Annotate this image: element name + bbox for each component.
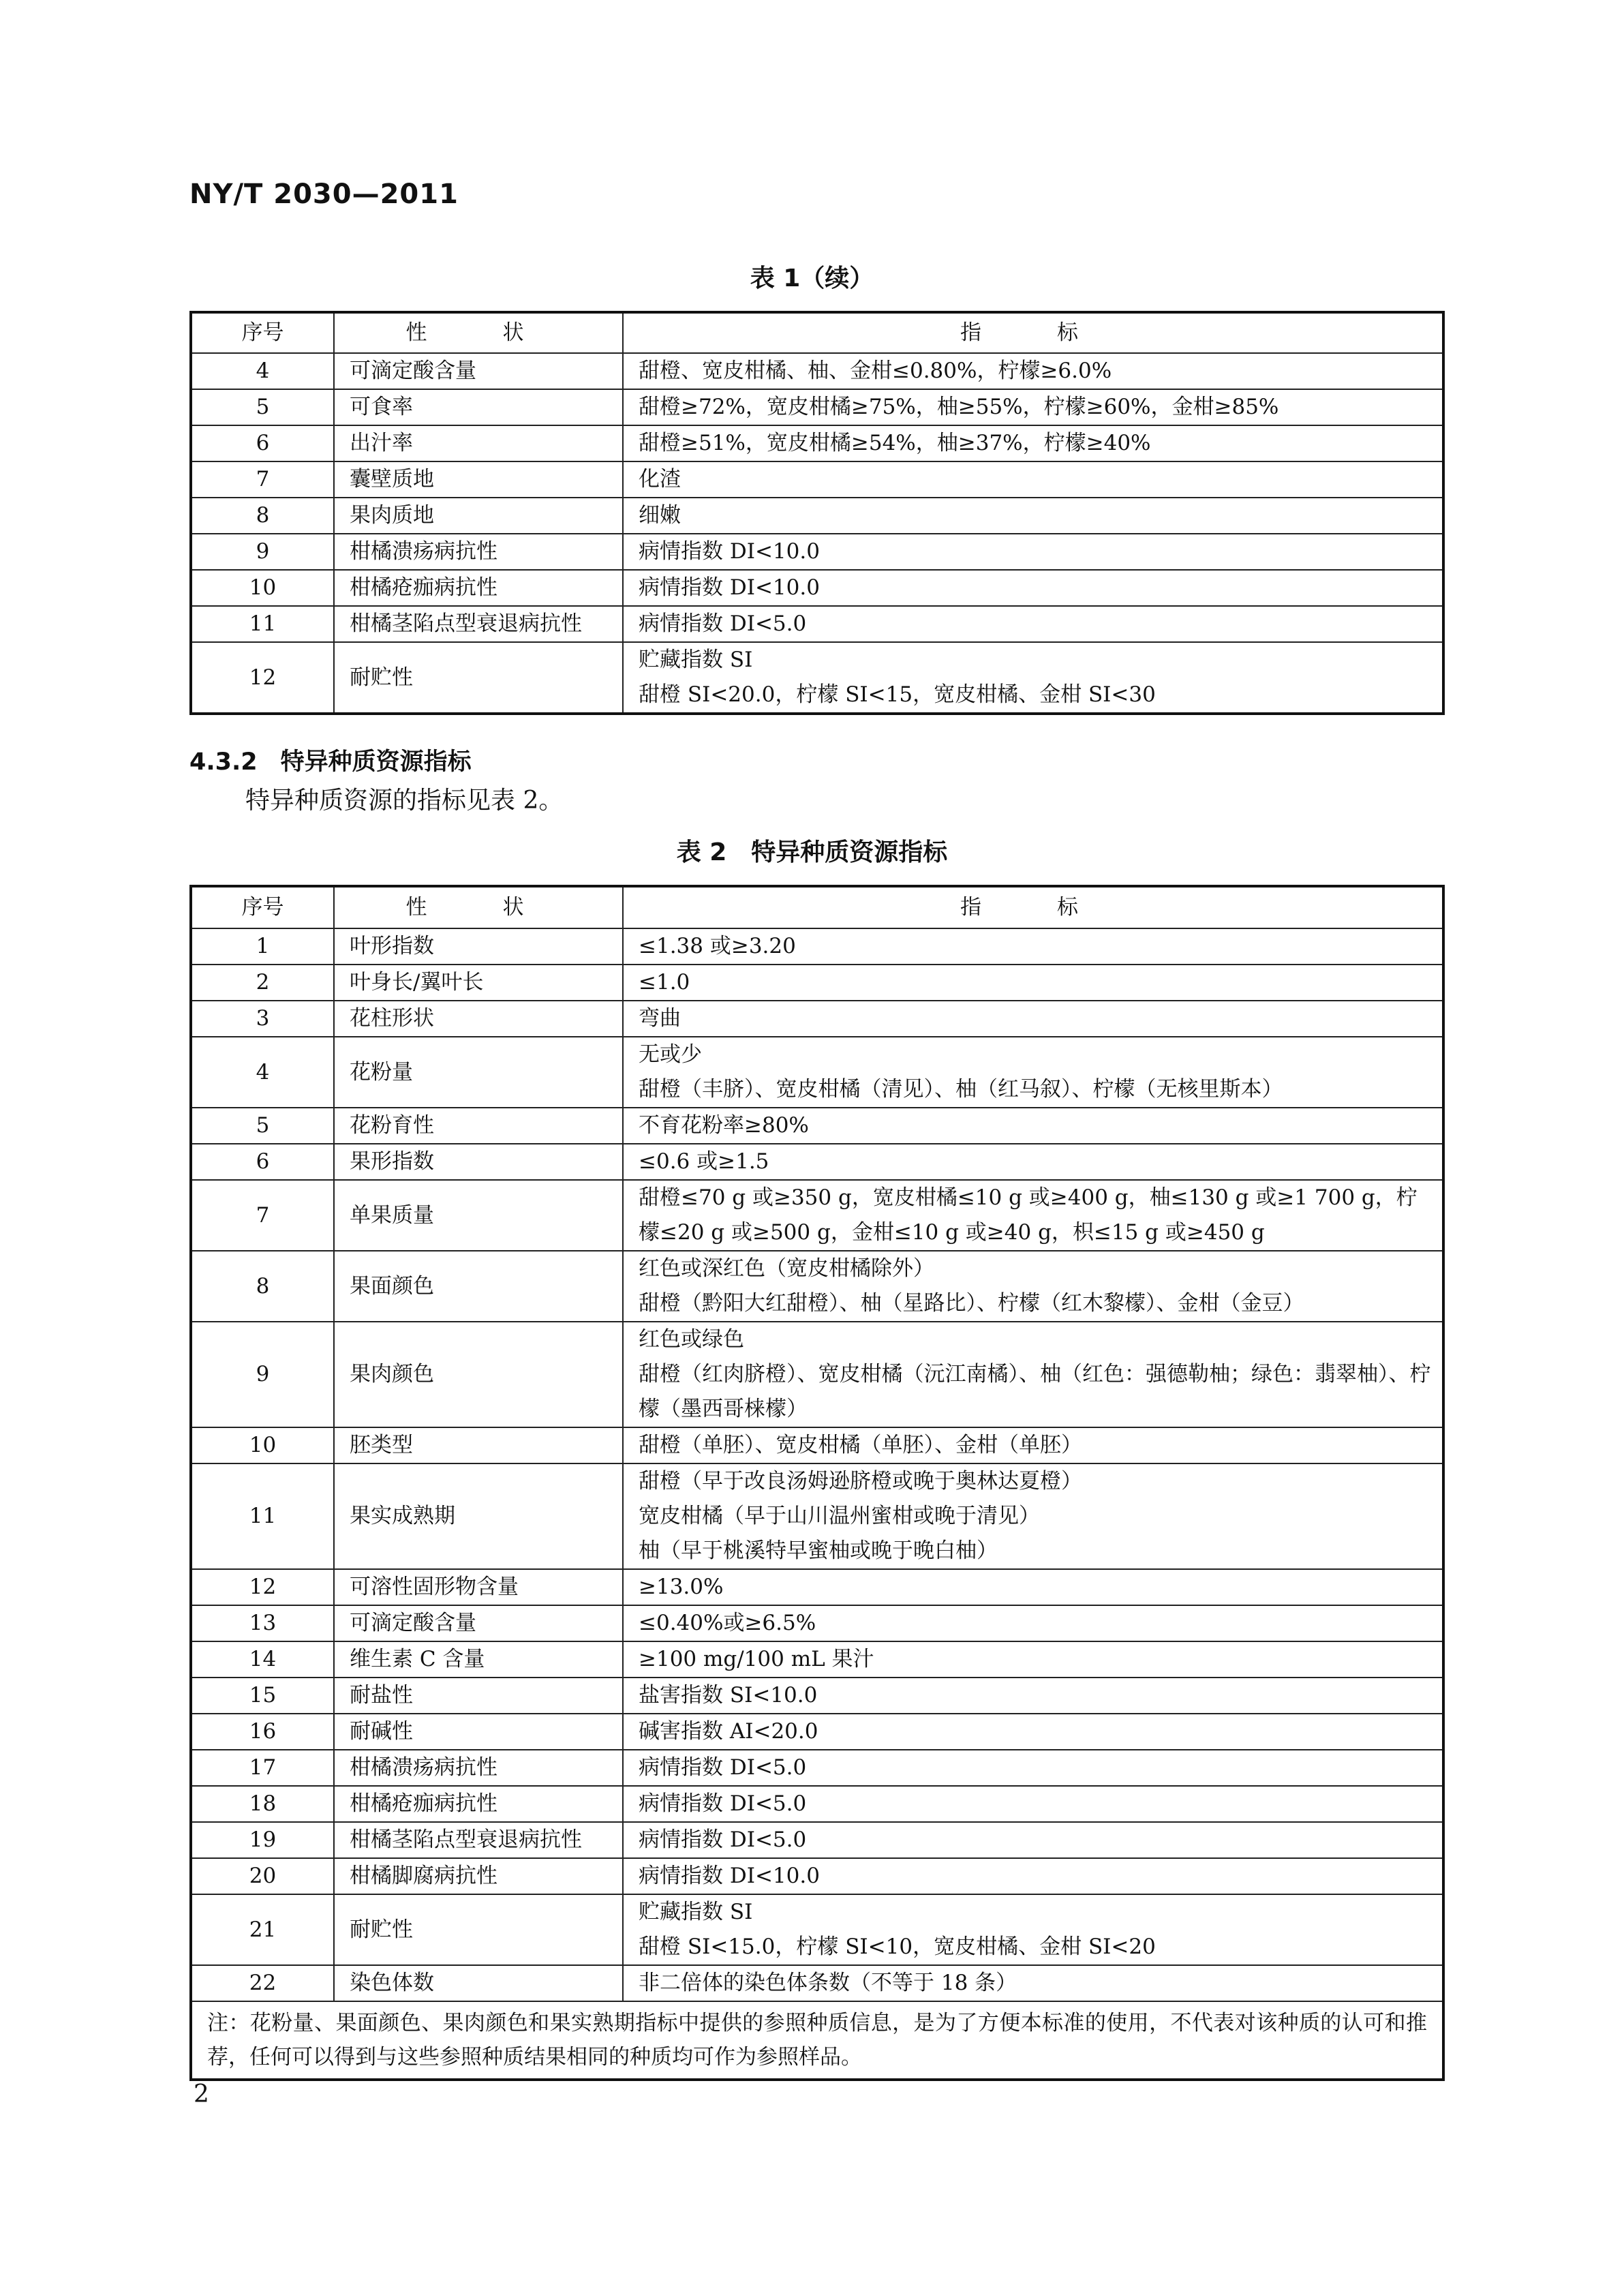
- trait-cell: 单果质量: [334, 1180, 623, 1251]
- row-number: 9: [191, 534, 334, 570]
- table2-note: 注：花粉量、果面颜色、果肉颜色和果实熟期指标中提供的参照种质信息，是为了方便本标准的使用，不代表对该种质的认可和推荐，任何可以得到与这些参照种质结果相同的种质均可作为参照样品。: [191, 2001, 1443, 2080]
- table-row: [191, 389, 1443, 425]
- row-number: 5: [191, 1108, 334, 1144]
- index-cell: [623, 389, 1443, 425]
- table-row: [191, 1322, 1443, 1427]
- trait-cell: 耐盐性: [334, 1678, 623, 1714]
- trait-cell: 叶形指数: [334, 928, 623, 965]
- row-number: 19: [191, 1822, 334, 1858]
- row-number: 9: [191, 1322, 334, 1427]
- table-row: [191, 1108, 1443, 1144]
- index-line: 化渣: [639, 467, 681, 491]
- index-cell: [623, 1037, 1443, 1108]
- index-cell: [623, 1822, 1443, 1858]
- row-number: 21: [191, 1894, 334, 1965]
- index-line: 甜橙（红肉脐橙）、宽皮柑橘（沅江南橘）、柚（红色：强德勒柚；绿色：翡翠柚）、柠檬（墨西哥梾檬）: [639, 1362, 1431, 1421]
- trait-cell: 花柱形状: [334, 1001, 623, 1037]
- row-number: 20: [191, 1858, 334, 1894]
- trait-cell: 耐碱性: [334, 1714, 623, 1750]
- row-number: 4: [191, 1037, 334, 1108]
- index-line: 甜橙（早于改良汤姆逊脐橙或晚于奥林达夏橙）: [639, 1469, 1082, 1493]
- index-cell: [623, 425, 1443, 461]
- table-row: [191, 1714, 1443, 1750]
- table2-caption: 表 2 特异种质资源指标: [676, 838, 948, 866]
- index-cell: [623, 1858, 1443, 1894]
- table-row: [191, 1858, 1443, 1894]
- index-line: 贮藏指数 SI: [639, 648, 753, 672]
- index-cell: [623, 1894, 1443, 1965]
- trait-cell: 叶身长/翼叶长: [334, 965, 623, 1001]
- table-row: [191, 1605, 1443, 1641]
- table2-header-index: 指 标: [623, 886, 1443, 928]
- row-number: 12: [191, 1569, 334, 1605]
- index-cell: [623, 1144, 1443, 1180]
- index-line: ≤0.40%或≥6.5%: [639, 1611, 816, 1635]
- index-line: 甜橙≥72%，宽皮柑橘≥75%，柚≥55%，柠檬≥60%，金柑≥85%: [639, 395, 1279, 419]
- table-row: [191, 1427, 1443, 1463]
- trait-cell: 柑橘溃疡病抗性: [334, 534, 623, 570]
- row-number: 2: [191, 965, 334, 1001]
- row-number: 5: [191, 389, 334, 425]
- trait-cell: 耐贮性: [334, 642, 623, 714]
- index-line: 病情指数 DI<5.0: [639, 1755, 807, 1780]
- trait-cell: 可滴定酸含量: [334, 1605, 623, 1641]
- table1-header-trait: 性 状: [334, 312, 623, 353]
- index-cell: [623, 570, 1443, 606]
- table-row: [191, 1569, 1443, 1605]
- row-number: 3: [191, 1001, 334, 1037]
- index-cell: [623, 1678, 1443, 1714]
- index-line: 碱害指数 AI<20.0: [639, 1719, 818, 1744]
- index-line: 非二倍体的染色体条数（不等于 18 条）: [639, 1971, 1017, 1995]
- index-cell: [623, 1750, 1443, 1786]
- index-line: 弯曲: [639, 1006, 681, 1031]
- table1-header-index: 指 标: [623, 312, 1443, 353]
- table2-header-no: 序号: [191, 886, 334, 928]
- table-row: [191, 1037, 1443, 1108]
- index-line: 无或少: [639, 1042, 702, 1067]
- index-line: 病情指数 DI<5.0: [639, 611, 807, 636]
- table1: [189, 311, 1445, 715]
- row-number: 7: [191, 1180, 334, 1251]
- trait-cell: 果实成熟期: [334, 1463, 623, 1569]
- trait-cell: 出汁率: [334, 425, 623, 461]
- trait-cell: 柑橘茎陷点型衰退病抗性: [334, 1822, 623, 1858]
- index-line: ≥13.0%: [639, 1575, 724, 1599]
- index-cell: [623, 1786, 1443, 1822]
- index-line: 不育花粉率≥80%: [639, 1113, 809, 1138]
- table-row: [191, 1965, 1443, 2001]
- table2: [189, 885, 1445, 2081]
- trait-cell: 可食率: [334, 389, 623, 425]
- section-heading: [189, 743, 472, 777]
- table-row: [191, 534, 1443, 570]
- row-number: 8: [191, 1251, 334, 1322]
- index-line: 病情指数 DI<10.0: [639, 1864, 820, 1888]
- index-line: 甜橙 SI<20.0，柠檬 SI<15，宽皮柑橘、金柑 SI<30: [639, 682, 1156, 707]
- trait-cell: 可滴定酸含量: [334, 353, 623, 389]
- index-line: 宽皮柑橘（早于山川温州蜜柑或晚于清见）: [639, 1504, 1040, 1528]
- trait-cell: 果肉质地: [334, 498, 623, 534]
- table-row: [191, 1001, 1443, 1037]
- row-number: 10: [191, 1427, 334, 1463]
- row-number: 13: [191, 1605, 334, 1641]
- index-cell: [623, 606, 1443, 642]
- table-row: [191, 606, 1443, 642]
- row-number: 11: [191, 606, 334, 642]
- index-cell: [623, 1001, 1443, 1037]
- index-line: 甜橙≤70 g 或≥350 g，宽皮柑橘≤10 g 或≥400 g，柚≤130 g 或≥1 700 g，柠檬≤20 g 或≥500 g，金柑≤10 g 或≥40 g，枳≤15 g 或≥450 g: [639, 1185, 1418, 1245]
- row-number: 1: [191, 928, 334, 965]
- index-cell: [623, 1427, 1443, 1463]
- table1-caption: 表 1（续）: [750, 264, 874, 292]
- trait-cell: 囊壁质地: [334, 461, 623, 498]
- row-number: 6: [191, 425, 334, 461]
- table2-header-trait: 性 状: [334, 886, 623, 928]
- table-row: [191, 1786, 1443, 1822]
- table-row: [191, 928, 1443, 965]
- index-line: ≥100 mg/100 mL 果汁: [639, 1647, 874, 1671]
- row-number: 16: [191, 1714, 334, 1750]
- row-number: 7: [191, 461, 334, 498]
- index-cell: [623, 965, 1443, 1001]
- index-cell: [623, 1965, 1443, 2001]
- index-cell: [623, 498, 1443, 534]
- table1-header-no: 序号: [191, 312, 334, 353]
- row-number: 14: [191, 1641, 334, 1678]
- index-cell: [623, 642, 1443, 714]
- index-line: 细嫩: [639, 503, 681, 528]
- index-cell: [623, 1108, 1443, 1144]
- row-number: 11: [191, 1463, 334, 1569]
- index-line: 甜橙（黔阳大红甜橙）、柚（星路比）、柠檬（红木黎檬）、金柑（金豆）: [639, 1291, 1304, 1316]
- trait-cell: 果肉颜色: [334, 1322, 623, 1427]
- table-row: [191, 642, 1443, 714]
- section-paragraph: 特异种质资源的指标见表 2。: [245, 787, 564, 815]
- trait-cell: 柑橘疮痂病抗性: [334, 1786, 623, 1822]
- index-line: 盐害指数 SI<10.0: [639, 1683, 818, 1708]
- index-cell: [623, 353, 1443, 389]
- index-line: 病情指数 DI<10.0: [639, 575, 820, 600]
- index-cell: [623, 1605, 1443, 1641]
- table-row: [191, 461, 1443, 498]
- trait-cell: 柑橘脚腐病抗性: [334, 1858, 623, 1894]
- row-number: 8: [191, 498, 334, 534]
- row-number: 18: [191, 1786, 334, 1822]
- index-line: 柚（早于桃溪特早蜜柚或晚于晚白柚）: [639, 1538, 998, 1563]
- index-line: 病情指数 DI<5.0: [639, 1791, 807, 1816]
- table-row: [191, 1180, 1443, 1251]
- table-row: [191, 1251, 1443, 1322]
- trait-cell: 花粉量: [334, 1037, 623, 1108]
- trait-cell: 维生素 C 含量: [334, 1641, 623, 1678]
- table-row: [191, 498, 1443, 534]
- table-row: [191, 1678, 1443, 1714]
- table-row: [191, 1750, 1443, 1786]
- trait-cell: 可溶性固形物含量: [334, 1569, 623, 1605]
- index-line: ≤0.6 或≥1.5: [639, 1149, 769, 1174]
- index-line: 贮藏指数 SI: [639, 1900, 753, 1924]
- row-number: 17: [191, 1750, 334, 1786]
- table-row: [191, 1822, 1443, 1858]
- index-line: 病情指数 DI<10.0: [639, 539, 820, 564]
- index-line: 甜橙（单胚）、宽皮柑橘（单胚）、金柑（单胚）: [639, 1433, 1082, 1457]
- index-line: 甜橙≥51%，宽皮柑橘≥54%，柚≥37%，柠檬≥40%: [639, 431, 1151, 455]
- index-line: 红色或深红色（宽皮柑橘除外）: [639, 1256, 934, 1281]
- table-row: [191, 570, 1443, 606]
- index-cell: [623, 1569, 1443, 1605]
- section-number: 4.3.2: [189, 748, 258, 776]
- index-line: 甜橙 SI<15.0，柠檬 SI<10，宽皮柑橘、金柑 SI<20: [639, 1934, 1156, 1959]
- table-row: [191, 1641, 1443, 1678]
- row-number: 12: [191, 642, 334, 714]
- index-cell: [623, 1714, 1443, 1750]
- index-cell: [623, 1463, 1443, 1569]
- index-line: ≤1.38 或≥3.20: [639, 934, 796, 958]
- index-cell: [623, 928, 1443, 965]
- trait-cell: 染色体数: [334, 1965, 623, 2001]
- trait-cell: 柑橘茎陷点型衰退病抗性: [334, 606, 623, 642]
- index-cell: [623, 1322, 1443, 1427]
- row-number: 15: [191, 1678, 334, 1714]
- trait-cell: 果形指数: [334, 1144, 623, 1180]
- trait-cell: 柑橘溃疡病抗性: [334, 1750, 623, 1786]
- trait-cell: 花粉育性: [334, 1108, 623, 1144]
- trait-cell: 果面颜色: [334, 1251, 623, 1322]
- index-line: ≤1.0: [639, 970, 690, 995]
- index-cell: [623, 1180, 1443, 1251]
- table1-body: [191, 353, 1443, 714]
- index-line: 甜橙（丰脐）、宽皮柑橘（清见）、柚（红马叙）、柠檬（无核里斯本）: [639, 1077, 1283, 1102]
- index-cell: [623, 534, 1443, 570]
- table-row: [191, 1463, 1443, 1569]
- row-number: 4: [191, 353, 334, 389]
- standard-code: NY/T 2030—2011: [189, 179, 459, 210]
- row-number: 10: [191, 570, 334, 606]
- table-row: [191, 425, 1443, 461]
- section-title: 特异种质资源指标: [280, 748, 472, 776]
- table2-body: [191, 928, 1443, 2001]
- index-cell: [623, 1251, 1443, 1322]
- index-cell: [623, 1641, 1443, 1678]
- page-number: 2: [194, 2080, 209, 2108]
- trait-cell: 柑橘疮痂病抗性: [334, 570, 623, 606]
- table-row: [191, 353, 1443, 389]
- row-number: 22: [191, 1965, 334, 2001]
- index-line: 红色或绿色: [639, 1327, 744, 1352]
- index-line: 甜橙、宽皮柑橘、柚、金柑≤0.80%，柠檬≥6.0%: [639, 359, 1112, 383]
- table-row: [191, 1894, 1443, 1965]
- index-cell: [623, 461, 1443, 498]
- trait-cell: 胚类型: [334, 1427, 623, 1463]
- table-row: [191, 1144, 1443, 1180]
- row-number: 6: [191, 1144, 334, 1180]
- index-line: 病情指数 DI<5.0: [639, 1827, 807, 1852]
- trait-cell: 耐贮性: [334, 1894, 623, 1965]
- table-row: [191, 965, 1443, 1001]
